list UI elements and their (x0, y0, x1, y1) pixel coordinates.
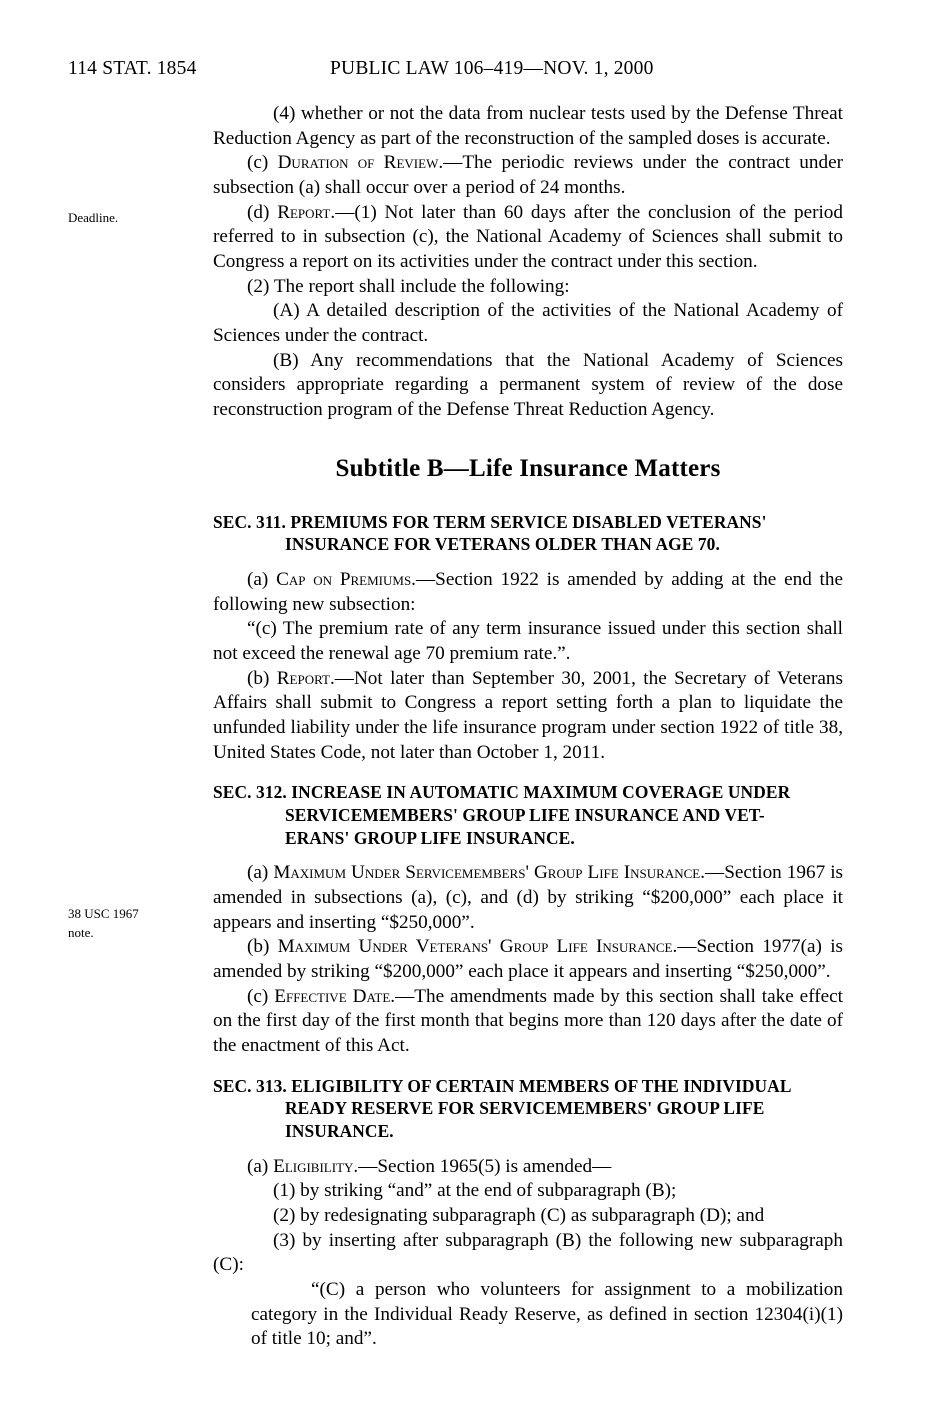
paragraph-d-report (213, 201, 843, 275)
page-header (68, 58, 847, 80)
section-313-heading-line2: READY RESERVE FOR SERVICEMEMBERS' GROUP LIFE (285, 1098, 765, 1119)
paragraph-B: (B) Any recommendations that the National Academy of Sciences considers appropriate regarding a permanent system of review of the dose reconstruction program of the Defense Threat Reduction Agency. (213, 349, 843, 421)
subtitle-b-heading: Subtitle B—Life Insurance Matters (335, 454, 721, 482)
paragraph-2-redesignating: (2) by redesignating subparagraph (C) as subparagraph (D); and (273, 1204, 765, 1226)
label-a-311: (a) (247, 569, 277, 591)
section-311-heading (213, 511, 843, 556)
paragraph-quoted-c-premium: “(c) The premium rate of any term insurance issued under this section shall not exceed the renewal age 70 premium rate.”. (213, 618, 843, 665)
label-b-311: (b) (247, 667, 277, 689)
paragraph-b-report-311 (213, 667, 843, 766)
label-a-312: (a) (247, 862, 274, 884)
text-report: —(1) Not later than 60 days after the conclusion of the period referred to in subsection (c), the National Academy of Sciences shall submit to Congress a report on its activities under the contract under this section. (213, 201, 843, 273)
paragraph-2-report-includes: (2) The report shall include the following: (247, 275, 570, 297)
paragraph-quoted-C-volunteer: “(C) a person who volunteers for assignment to a mobilization category in the Individual Ready Reserve, as defined in section 12304(i)(1) of title 10; and”. (251, 1278, 843, 1350)
public-law-title: PUBLIC LAW 106–419—NOV. 1, 2000 (330, 58, 654, 79)
text-cap-on-premiums: —Section 1922 is amended by adding at the end the following new subsection: (213, 569, 844, 615)
section-312-heading-line3: ERANS' GROUP LIFE INSURANCE. (285, 827, 575, 848)
margin-note-usc-note: note. (68, 925, 94, 940)
paragraph-A: (A) A detailed description of the activities of the National Academy of Sciences under the contract. (213, 300, 843, 347)
heading-max-sgli: Maximum Under Servicemembers' Group Life Insurance. (273, 862, 706, 884)
paragraph-1-striking-and: (1) by striking “and” at the end of subparagraph (B); (273, 1180, 677, 1202)
label-a-313: (a) (247, 1155, 274, 1177)
main-column (213, 102, 843, 1352)
label-c: (c) (247, 152, 278, 174)
section-313-heading-line3: INSURANCE. (285, 1120, 394, 1141)
heading-duration-of-review: Duration of Review. (277, 152, 444, 174)
text-effective-date: —The amendments made by this section shall take effect on the first day of the first month that begins more than 120 days after the date of the enactment of this Act. (213, 985, 843, 1057)
paragraph-4: (4) whether or not the data from nuclear tests used by the Defense Threat Reduction Agency as part of the reconstruction of the sampled doses is accurate. (213, 103, 843, 149)
section-312-heading (213, 781, 843, 849)
text-max-sgli: —Section 1967 is amended in subsections (a), (c), and (d) by striking “$200,000” each place it appears and inserting “$250,000”. (213, 862, 843, 933)
label-d: (d) (247, 201, 278, 223)
heading-report: Report. (277, 201, 336, 223)
section-311-heading-line2: INSURANCE FOR VETERANS OLDER THAN AGE 70. (285, 534, 720, 555)
heading-eligibility: Eligibility. (273, 1155, 359, 1177)
section-313-heading-line1: SEC. 313. ELIGIBILITY OF CERTAIN MEMBERS OF THE INDIVIDUAL (213, 1075, 792, 1096)
section-311-heading-line1: SEC. 311. PREMIUMS FOR TERM SERVICE DISABLED VETERANS' (213, 511, 767, 532)
heading-effective-date: Effective Date. (274, 985, 396, 1007)
paragraph-c-duration (213, 151, 843, 200)
text-max-vgli: —Section 1977(a) is amended by striking “$200,000” each place it appears and inserting “$250,000”. (213, 936, 843, 983)
section-312-heading-line2: SERVICEMEMBERS' GROUP LIFE INSURANCE AND VET- (285, 805, 765, 826)
statute-citation: 114 STAT. 1854 (68, 58, 197, 79)
paragraph-c-effective-date (213, 985, 843, 1059)
paragraph-a-eligibility (213, 1155, 843, 1180)
heading-max-vgli: Maximum Under Veterans' Group Life Insurance. (277, 936, 678, 958)
paragraph-b-max-vgli (213, 935, 843, 984)
paragraph-a-cap-on-premiums (213, 568, 843, 617)
heading-report-311: Report. (276, 667, 335, 689)
section-312-heading-line1: SEC. 312. INCREASE IN AUTOMATIC MAXIMUM COVERAGE UNDER (213, 782, 791, 803)
label-c-312: (c) (247, 985, 275, 1007)
margin-note-deadline: Deadline. (68, 210, 119, 225)
section-313-heading (213, 1075, 843, 1143)
text-duration-of-review: —The periodic reviews under the contract under subsection (a) shall occur over a period of 24 months. (213, 152, 843, 199)
heading-cap-on-premiums: Cap on Premiums. (276, 569, 416, 591)
paragraph-a-max-sgli (213, 861, 843, 935)
paragraph-3-inserting: (3) by inserting after subparagraph (B) the following new subparagraph (C): (213, 1229, 843, 1276)
margin-note-usc-citation: 38 USC 1967 (68, 906, 139, 921)
text-report-311: —Not later than September 30, 2001, the Secretary of Veterans Affairs shall submit to Congress a report setting forth a plan to liquidate the unfunded liability under the life insurance program under section 1922 of title 38, United States Code, not later than October 1, 2011. (213, 667, 843, 763)
text-eligibility: —Section 1965(5) is amended— (358, 1155, 612, 1177)
label-b-312: (b) (247, 936, 278, 958)
